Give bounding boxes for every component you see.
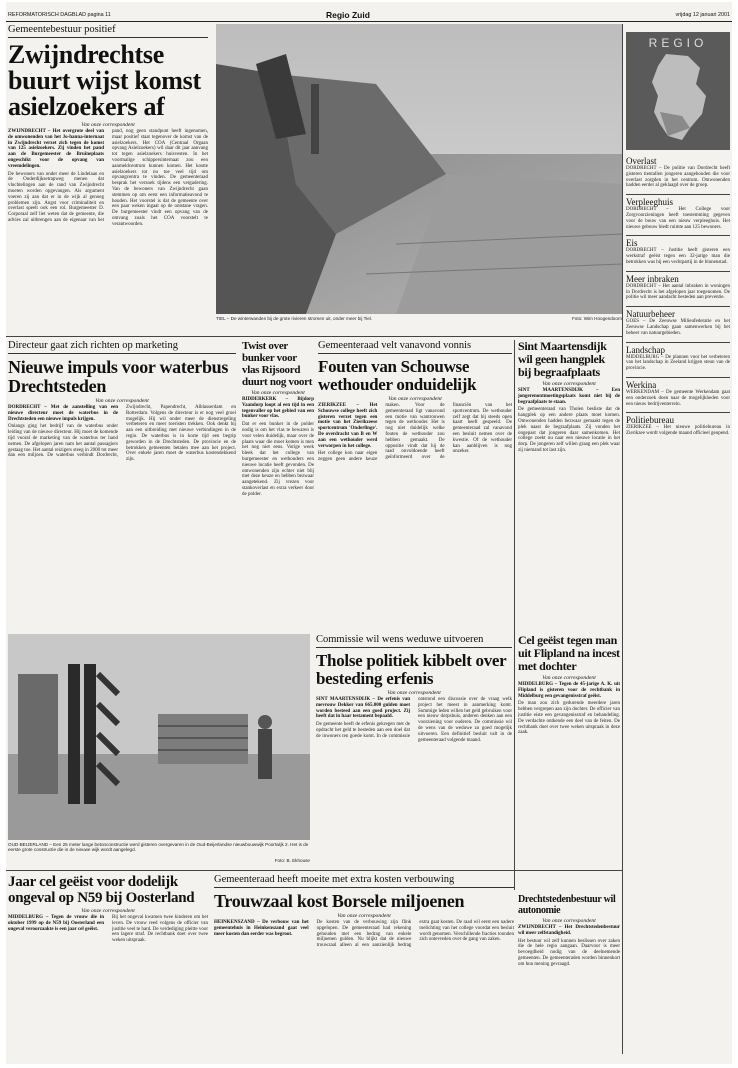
header-left: REFORMATORISCH DAGBLAD pagina 11 [8,12,111,18]
regio-logo [626,32,730,150]
body-text: Het bestuur wil zelf kunnen beslissen over zaken die de hele regio aangaan. Daarvoor is meer bevoegdheid nodig van de deelnemende gemeenten. De gemeenteraden worden binnenkort om hun mening gevraagd. [518,938,620,967]
body-text: De kosten van de verbouwing zijn flink opgelopen. De gemeenteraad had rekening gehouden met een bedrag van enkele miljoenen gulden. Nu blijkt dat de nieuwe trouwzaal alleen al een aanzienlijk bedrag extra gaat kosten. De raad wil eerst een nadere toelichting van het college voordat een besluit wordt genomen. Verschillende fracties toonden zich ontevreden over de gang van zaken. [316,920,514,949]
kicker: Gemeenteraad heeft moeite met extra kosten verbouwing [214,874,514,888]
brief-body: GOES – De Zeeuwse Milieufederatie en het Zeeuwse Landschap gaan samenwerken bij het beheer van natuurgebieden. [626,319,730,336]
article-hangplek [518,340,620,630]
page-header [6,10,732,22]
article-incest [518,634,620,888]
article-asielzoekers [8,24,208,336]
headline: Jaar cel geëist voor dodelijk ongeval op N59 bij Oosterland [8,874,195,906]
article-erfenis [316,634,512,888]
lead: ZIERIKZEE – Het Schouwse college heeft zich gisteren verzet tegen een motie van het Zierikzeese sportcentrum 'Onderlinge'. De overdracht van B en W aan een wethouder werd verworpen in het college. [318,403,378,449]
body-text: De gemeente heeft de erfenis gekregen met de opdracht het geld te besteden aan een doel dat de inwoners ten goede komt. In de commissie ontstond een discussie over de vraag welk project het meest in aanmerking komt. Sommige leden willen het geld gebruiken voor een nieuw dorpshuis, anderen denken aan een voorziening voor ouderen. De commissie wil de wens van de weduwe zo goed mogelijk uitvoeren. Een definitief besluit valt in de gemeenteraad volgende maand. [316,697,512,743]
brief-title: Eis [626,235,730,248]
brief-body: DORDRECHT – Justitie heeft gisteren een werkstraf geëist tegen een 32-jarige man die betrokken was bij een vechtpartij in de binnenstad. [626,248,730,265]
brief-body: DORDRECHT – Het College voor Zorgvoorzieningen heeft toestemming gegeven voor de bouw van een nieuw verpleeghuis. Het nieuwe gebouw biedt ruimte aan 125 bewoners. [626,207,730,230]
headline: Tholse politiek kibbelt over besteding erfenis [316,651,507,688]
news-briefs-column [626,154,730,1054]
byline: Van onze correspondent [542,918,596,924]
headline: Nieuwe impuls voor waterbus Drechtsteden [8,357,229,396]
lead: ZWIJNDRECHT – Het overgrote deel van de omwonenden van het Jo-hanna-internaat in Zwijndrecht verzet zich tegen de komst van 125 asielzoekers. Zij vinden het pand aan de Burgemeester de Bruïneplaats ongeschikt voor de opvang van vreemdelingen. [8,129,104,169]
body-text: Dat er een bunker in de polder nodig is om het vlas te bewaren is voor velen duidelijk, maar over de plaats waar die moet komen is men het nog niet eens. Vorige week bleek dat het college van burgemeester en wethouders een nieuwe locatie heeft gevonden. De omwonenden zijn echter niet blij met deze keuze en hebben bezwaar aangetekend. Zij vrezen voor stankoverlast en extra verkeer door de polder. [242,422,314,497]
article-trouwzaal [214,874,514,1054]
headline: Trouwzaal kost Borsele miljoenen [214,891,465,911]
article-waterbus [8,340,236,630]
photo-credit: Foto: Wim Hoogendoorn [571,316,622,321]
photo-credit: Foto: B. Ekhouse [274,858,310,863]
byline: Van onze correspondent [542,675,596,681]
headline: Zwijndrechtse buurt wijst komst asielzoekers af [8,40,201,121]
lead: RIDDERKERK – Bijdorp Vaandorp loopt al een tijd in een tegenvaller op het gebied van een bunker voor vlas. [242,397,314,420]
brief-title: Werkina [626,377,730,390]
briefs-list [626,154,730,437]
photo-construction [8,634,310,840]
byline: Van onze correspondent [251,390,305,396]
brief-title: Politiebureau [626,412,730,425]
headline: Twist over bunker voor vlas Rijsoord duurt nog voort [242,340,313,388]
body-text: Bij het ongeval kwamen twee kinderen om het leven. De vrouw reed volgens de officier van justitie veel te hard. De verdediging pleitte voor een lagere straf. De rechtbank doet over twee weken uitspraak. [112,915,208,944]
byline: Van onze correspondent [542,381,596,387]
byline: Van onze correspondent [388,396,442,402]
body-text: De man zou zich gedurende meerdere jaren hebben vergrepen aan zijn dochter. De officier van justitie eiste een gevangenisstraf en behandeling. De verdachte ontkende een deel van de feiten. De rechtbank doet over twee weken uitspraak in deze zaak. [518,701,620,736]
brief-body: DORDRECHT – Het aantal inbraken in woningen in Dordrecht is het afgelopen jaar toegenomen. De politie wil meer aandacht besteden aan preventie. [626,283,730,301]
brief-title: Landschap [626,342,730,355]
regio-label: REGIO [648,36,708,50]
byline: Van onze correspondent [81,122,135,128]
photo-caption: OUD-BEIJERLAND – Een 25 meter lange betonconstructie werd gisteren overgevaren in de Oud-Beijerlandse nieuwbouwwijk Poortwijk 2. Het is de eerste grote constructie die in de nieuwe wijk wordt aangelegd. [8,842,309,853]
photo-caption: TIEL – De winterwanden bij de grote rivieren stromen uit, onder meer bij Tiel. [216,316,373,321]
brief-body: WERKENDAM – De gemeente Werkendam gaat een onderzoek doen naar de mogelijkheden voor een nieuw bedrijventerrein. [626,389,730,407]
body-text: De gemeenteraad van Tholen besliste dat de hangplek op een andere plaats moet komen. Omwonenden hadden bezwaar gemaakt tegen de plek naast de begraafplaats. Zij vonden het ongepast dat jongeren daar samenkomen. Het college zoekt nu naar een nieuwe locatie in het dorp. De jongeren zelf willen graag een plek waar zij niemand tot last zijn. [518,407,620,453]
lead: SINT MAARTENSDIJK – De erfenis van mevrouw Dekker van 665.000 gulden moet worden besteed aan een goed project. Zij heeft dat in haar testament bepaald. [316,697,410,720]
kicker: Gemeenteraad velt vanavond vonnis [318,340,512,354]
lead: MIDDELBURG – Tegen de vrouw die in oktober 1999 op de N59 bij Oosterland een ongeval veroorzaakte is een jaar cel geëist. [8,915,104,932]
newspaper-page [6,2,732,1064]
brief-body: DORDRECHT – De politie van Dordrecht heeft gisteren tientallen jongeren aangehouden die voor overlast zorgden in het centrum. Omwonenden hadden eerder al geklaagd over de groep. [626,166,730,189]
article-autonomie [518,894,620,1054]
header-section: Regio Zuid [326,10,370,20]
brief-body: MIDDELBURG – De plannen voor het verbeteren van het landschap in Zeeland krijgen steun van de provincie. [626,354,730,372]
brief-title: Meer inbraken [626,271,730,284]
kicker: Commissie wil wens weduwe uitvoeren [316,634,512,648]
kicker: Directeur gaat zich richten op marketing [8,340,236,354]
byline: Van onze correspondent [95,398,149,404]
byline: Van onze correspondent [337,913,391,919]
map-icon [626,32,730,150]
body-text: De bewoners van onder meer de Lindelaan en de Onderdijksetrapweg menen dat vluchtelingen aan de rand van Zwijndrecht moeten worden opgevangen. Als argument voeren zij aan dat er in de wijk al genoeg problemen zijn. Angst voor criminaliteit en overlast speelt ook een rol. Burgemeester D. Corporaal zelf liet weten dat de gemeente, die advies zal uitbrengen aan de eigenaar van het pand, nog geen standpunt heeft ingenomen, maar positief staat tegenover de komst van de asielzoekers. Het COA (Centraal Orgaan opvang Asielzoekers) wil daar dit jaar aanvang tot tegen asielzoekers huisvesten. In het voormalige schippersinternaat zou een aanmeldcentrum kunnen komen. Het kostte asielzoekers tot nu toe veel tijd om opvangcentra te vinden. De gemeenteraad besprak het verzoek tijdens een vergadering. Van de bewoners van Zwijndrecht gaan stemmen op om eerst een informatieavond te houden. Het voorstel is dat de gemeente over een paar weken ingaat op de ontstane vragen. De burgemeester vindt een opvang van de omvang zoals het COA voorstelt te verantwoorden. [8,129,208,227]
lead: DORDRECHT – Met de aanstelling van een nieuwe directeur moet de waterbus in de Drechtsteden een nieuwe impuls krijgen. [8,405,118,422]
article-bunker [242,340,314,630]
lead: HEINKENSZAND – De verbouw van het gemeentehuis in Heinkenszand gaat veel meer kosten dan eerder was begroot. [214,920,309,937]
article-wethouder [318,340,512,630]
headline: Sint Maartensdijk wil geen hangplek bij begraafplaats [518,340,607,379]
brief-title: Verpleeghuis [626,194,730,207]
kicker: Gemeentebestuur positief [8,24,208,38]
lead: SINT MAARTENSDIJK – Een jongerenontmoetingsplaats komt niet bij de begraafplaats te staan. [518,388,620,405]
photo-river [216,24,622,314]
headline: Drechtstedenbestuur wil autonomie [518,894,616,916]
header-date: vrijdag 12 januari 2001 [675,12,730,18]
byline: Van onze correspondent [387,690,441,696]
body-text: Het college kon naar eigen zeggen geen andere keuze maken. Voor de gemeenteraad ligt vanavond een motie van wantrouwen tegen de wethouder. Het is nog niet duidelijk welke fouten de wethouder zou hebben gemaakt. De oppositie vindt dat hij de raad onvoldoende heeft geïnformeerd over de financiën van het sportcentrum. De wethouder zelf zegt dat hij steeds open kaart heeft gespeeld. De gemeenteraad zal vanavond een besluit nemen over de kwestie. Of de wethouder kan aanblijven is nog onzeker. [318,403,512,463]
lead: MIDDELBURG – Tegen de 45-jarige A. K. uit Flipland is gisteren voor de rechtbank in Middelburg een gevangenisstraf geëist. [518,682,620,699]
headline: Cel geëist tegen man uit Flipland na incest met dochter [518,634,620,673]
article-ongeval [8,874,208,1054]
byline: Van onze correspondent [81,908,135,914]
headline: Fouten van Schouwse wethouder onduidelijk [318,357,477,394]
brief-title: Overlast [626,156,657,166]
lead: ZWIJNDRECHT – Het Drechtstedenbestuur wil meer zelfstandigheid. [518,925,620,936]
brief-title: Natuurbeheer [626,306,730,319]
brief-body: ZIERIKZEE – Het nieuwe politiebureau in Zierikzee wordt volgende maand officieel geopend. [626,425,730,437]
body-text: Onlangs ging het bedrijf van de waterbus onder leiding van de nieuwe directeur. Hij moet de komende tijd vooral de marketing van de waterbus ter hand nemen. De afgelopen jaren nam het aantal passagiers gestaag toe. Het aantal reizigers steeg in 2000 tot meer dan een miljoen. De waterbus verbindt Dordrecht, Zwijndrecht, Papendrecht, Alblasserdam en Rotterdam. Volgens de directeur is er nog veel groei mogelijk. Hij wil onder meer de dienstregeling verbeteren en meer toeristen trekken. Ook denkt hij aan een uitbreiding met nieuwe verbindingen in de regio. De waterbus is in korte tijd een begrip geworden in de Drechtsteden. De provincie en de betrokken gemeenten betalen mee aan het project. Over enkele jaren moet de waterbus kostendekkend zijn. [8,405,236,463]
